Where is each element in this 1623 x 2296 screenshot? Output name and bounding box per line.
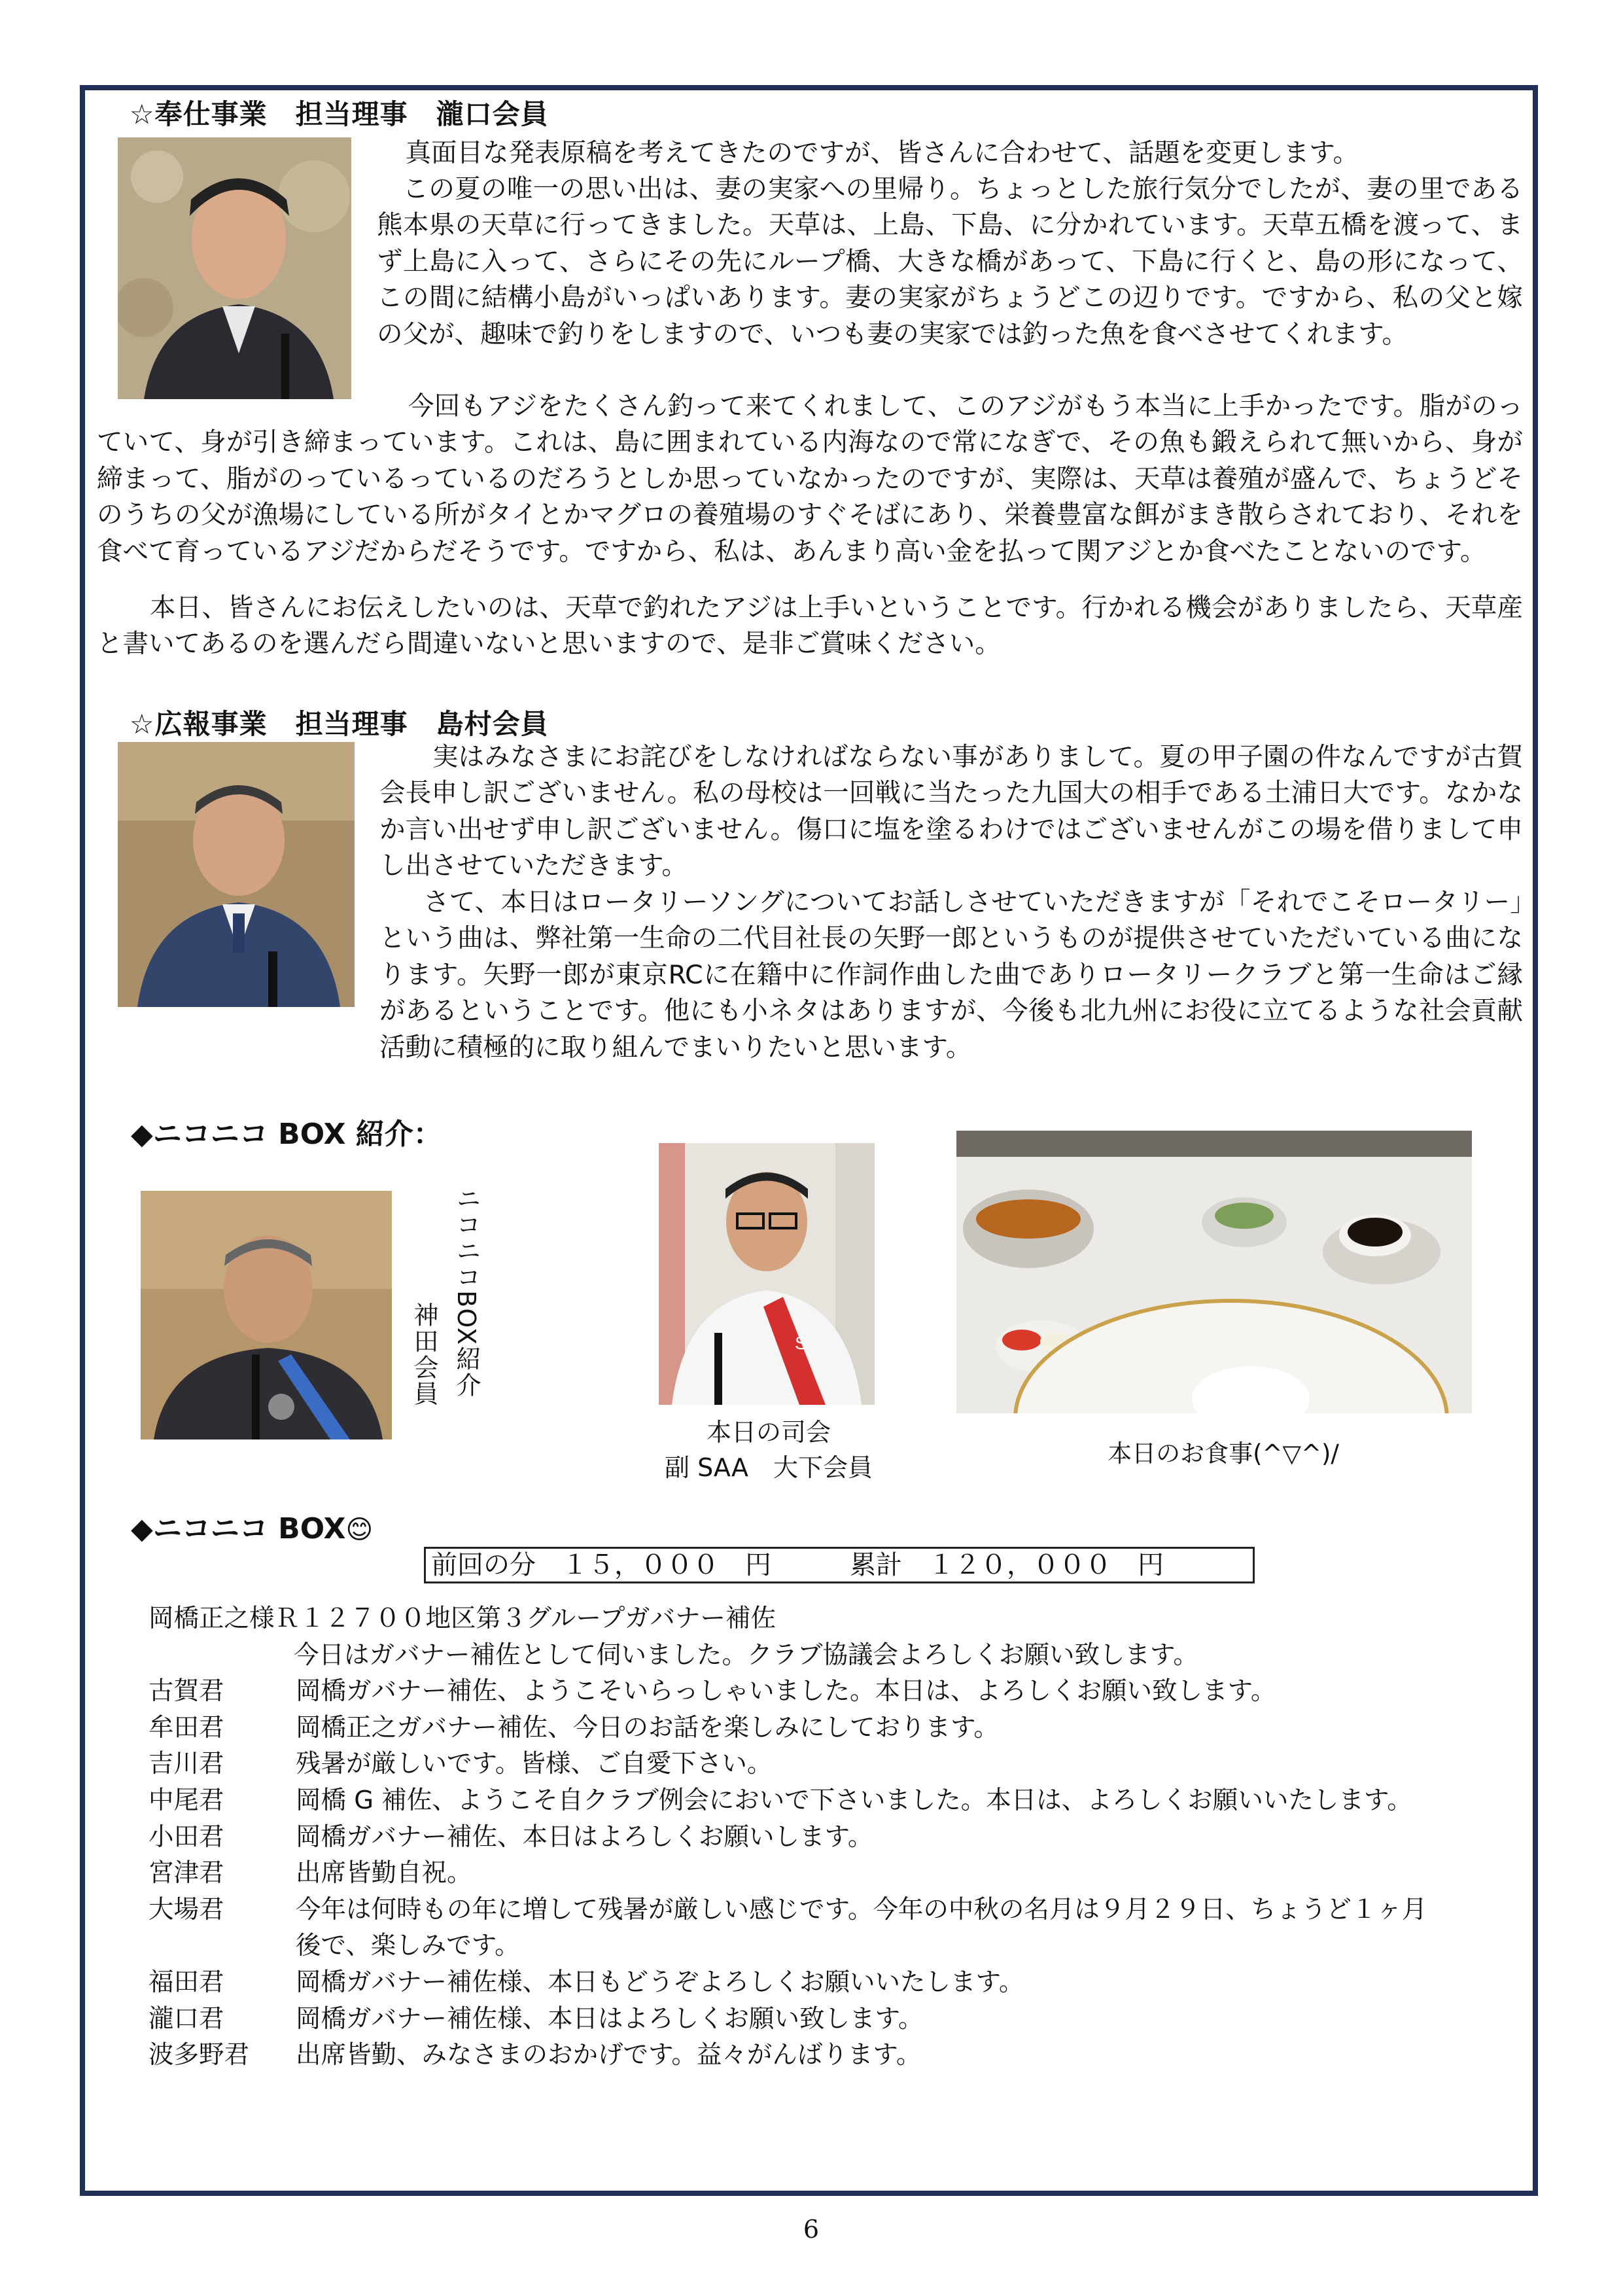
kanda-photo	[141, 1191, 392, 1439]
service-paragraph-2: この夏の唯一の思い出は、妻の実家への里帰り。ちょっとした旅行気分でしたが、妻の里である熊本県の天草に行ってきました。天草は、上島、下島、に分かれています。天草五橋を渡って、まず上島に入って、さらにその先にループ橋、大きな橋があって、下島に行くと、島の形になって、この間に結構小島がいっぱいあります。妻の実家がちょうどこの辺りです。ですから、私の父と嫁の父が、趣味で釣りをしますので、いつも妻の実家では釣った魚を食べさせてくれます。	[377, 174, 1524, 349]
box-messages	[148, 1600, 1509, 2074]
vertical-caption-kanda: 神田会員	[410, 1302, 438, 1407]
list-item: 瀧口君 岡橋ガバナー補佐様、本日はよろしくお願い致します。	[148, 2004, 924, 2034]
guest-line: 岡橋正之様Ｒ１２７００地区第３グループガバナー補佐	[148, 1604, 777, 1633]
meal-caption: 本日のお食事(^▽^)/	[1108, 1439, 1339, 1468]
list-item: 大場君 今年は何時もの年に増して残暑が厳しい感じです。今年の中秋の名月は９月２９日、ちょうど１ヶ月後で、楽しみです。	[148, 1894, 1427, 1961]
list-item: 波多野君 出席皆勤、みなさまのおかげです。益々がんばります。	[148, 2040, 922, 2070]
mc-caption-title: 本日の司会	[706, 1418, 831, 1447]
box-title	[131, 1505, 373, 1547]
pr-paragraph-1: 実はみなさまにお詫びをしなければならない事がありまして。夏の甲子園の件なんですが古賀会長申し訳ございません。私の母校は一回戦に当たった九国大の相手である土浦日大です。なかなか言い出せず申し訳ございません。傷口に塩を塗るわけではございませんがこの場を借りまして申し出させていただきます。	[379, 742, 1523, 881]
list-item: 吉川君 残暑が厳しいです。皆様、ご自愛下さい。	[148, 1749, 773, 1779]
speaker-photo-takiguchi	[118, 137, 351, 399]
pr-heading: ☆広報事業 担当理事 島村会員	[130, 708, 549, 740]
list-item: 中尾君 岡橋 G 補佐、ようこそ自クラブ例会においで下さいました。本日は、よろしくお願いいたします。	[148, 1785, 1412, 1815]
box-totals: 前回の分 １５，０００ 円 累計 １２０，０００ 円	[424, 1547, 1255, 1583]
service-paragraph-4: 本日、皆さんにお伝えしたいのは、天草で釣れたアジは上手いということです。行かれる機会がありましたら、天草産と書いてあるのを選んだら間違いないと思いますので、是非ご賞味ください。	[97, 593, 1523, 660]
list-item: 古賀君 岡橋ガバナー補佐、ようこそいらっしゃいました。本日は、よろしくお願い致します。	[148, 1676, 1276, 1706]
smile-icon: 😊	[345, 1515, 374, 1545]
pr-paragraph-2: さて、本日はロータリーソングについてお話しさせていただきますが「それでこそロータリー」という曲は、弊社第一生命の二代目社長の矢野一郎というものが提供させていただいている曲になります。矢野一郎が東京RCに在籍中に作詞作曲した曲でありロータリークラブと第一生命はご縁があるということです。他にも小ネタはありますが、今後も北九州にお役に立てるような社会貢献活動に積極的に取り組んでまいりたいと思います。	[379, 887, 1523, 1063]
list-item: 牟田君 岡橋正之ガバナー補佐、今日のお話を楽しみにしております。	[148, 1712, 999, 1742]
page-number: 6	[803, 2215, 820, 2244]
box-intro-title: ◆ニコニコ BOX 紹介：	[131, 1118, 442, 1151]
mc-caption-name: 副 SAA 大下会員	[665, 1453, 873, 1482]
speaker-photo-shimamura	[118, 742, 355, 1007]
service-heading: ☆奉仕事業 担当理事 瀧口会員	[130, 98, 549, 130]
list-item: 小田君 岡橋ガバナー補佐、本日はよろしくお願いします。	[148, 1822, 873, 1852]
service-paragraph-3: 今回もアジをたくさん釣って来てくれまして、このアジがもう本当に上手かったです。脂がのっていて、身が引き締まっています。これは、島に囲まれている内海なので常になぎで、その魚も鍛えられて無いから、身が締まって、脂がのっているっているのだろうとしか思っていなかったのですが、実際は、天草は養殖が盛んで、ちょうどそのうちの父が漁場にしている所がタイとかマグロの養殖場のすぐそばにあり、栄養豊富な餌がまき散らされており、それを食べて育っているアジだからだそうです。ですから、私は、あんまり高い金を払って関アジとか食べたことないのです。	[97, 391, 1523, 567]
meal-photo	[956, 1131, 1472, 1413]
mc-photo	[659, 1143, 875, 1405]
list-item: 宮津君 出席皆勤自祝。	[148, 1858, 472, 1888]
guest-message: 今日はガバナー補佐として伺いました。クラブ協議会よろしくお願い致します。	[294, 1640, 1198, 1670]
vertical-caption-box-intro: ニコニコBOX紹介	[452, 1186, 481, 1398]
list-item: 福田君 岡橋ガバナー補佐様、本日もどうぞよろしくお願いいたします。	[148, 1967, 1024, 1997]
svg-text:S: S	[795, 1333, 807, 1353]
service-paragraph-1: 真面目な発表原稿を考えてきたのですが、皆さんに合わせて、話題を変更します。	[405, 138, 1359, 168]
box-title-text: ◆ニコニコ BOX	[131, 1512, 346, 1545]
